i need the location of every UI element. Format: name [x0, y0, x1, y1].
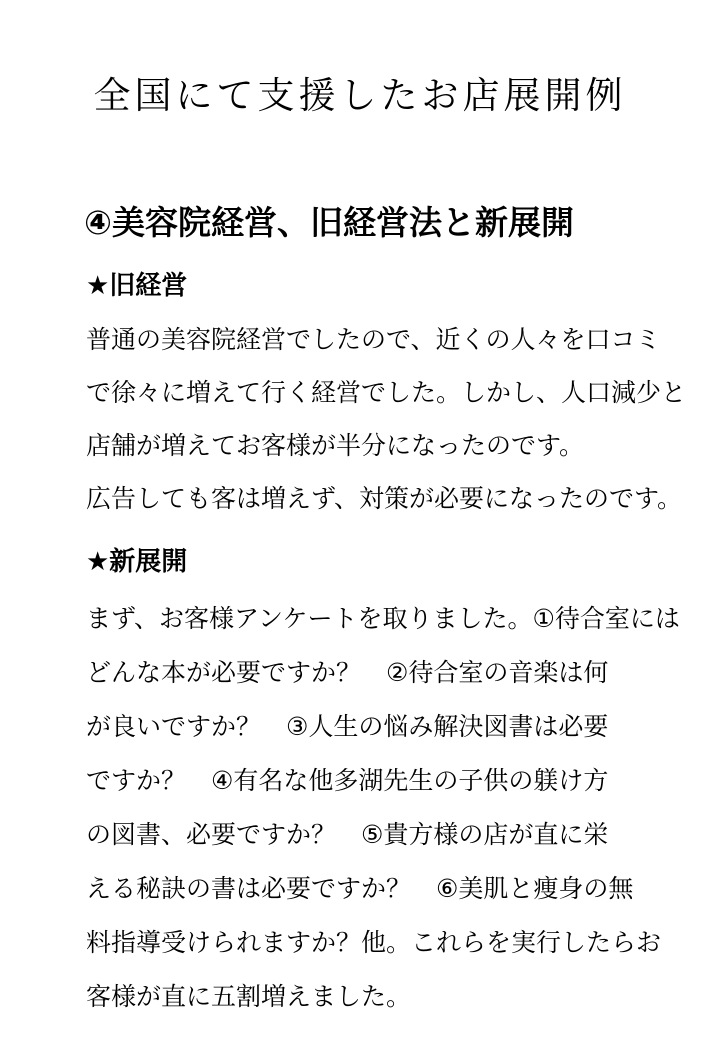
- new-development-line: 客様が直に五割増えました。: [86, 982, 412, 1011]
- new-development-line: ですか？ ④有名な他多湖先生の子供の躾け方: [86, 766, 609, 795]
- old-management-heading: ★旧経営: [86, 271, 188, 301]
- new-development-line: まず、お客様アンケートを取りました。①待合室には: [86, 604, 680, 633]
- new-development-line: 料指導受けられますか？他。これらを実行したらお: [86, 928, 662, 957]
- new-development-line: える秘訣の書は必要ですか？ ⑥美肌と痩身の無: [86, 874, 634, 903]
- new-development-line: が良いですか？ ③人生の悩み解決図書は必要: [86, 712, 609, 741]
- section-title: ④美容院経営、旧経営法と新展開: [84, 203, 574, 242]
- page-title: 全国にて支援したお店展開例: [93, 74, 627, 117]
- new-development-heading: ★新展開: [86, 547, 188, 577]
- new-development-line: の図書、必要ですか？ ⑤貴方様の店が直に栄: [86, 820, 609, 849]
- old-management-line: 広告しても客は増えず、対策が必要になったのです。: [86, 484, 683, 513]
- new-development-line: どんな本が必要ですか？ ②待合室の音楽は何: [86, 658, 609, 687]
- old-management-line: 店舗が増えてお客様が半分になったのです。: [86, 431, 585, 460]
- old-management-line: で徐々に増えて行く経営でした。しかし、人口減少と: [86, 378, 687, 407]
- old-management-line: 普通の美容院経営でしたので、近くの人々を口コミ: [86, 325, 661, 354]
